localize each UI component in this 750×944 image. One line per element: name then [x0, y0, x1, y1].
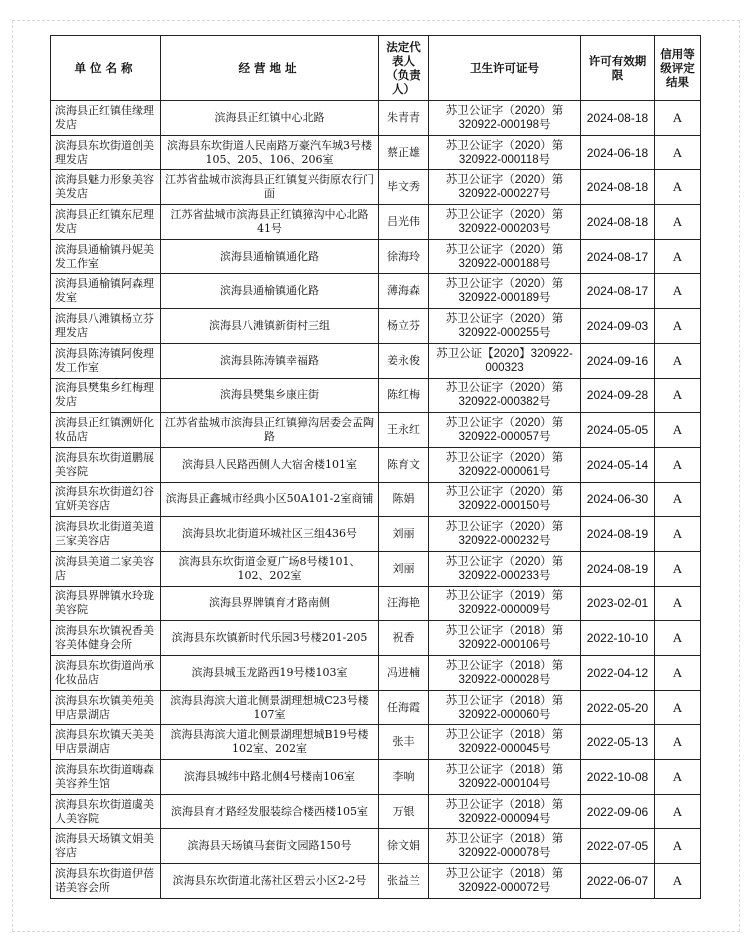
- table-row: [51, 760, 701, 795]
- cell-name: 滨海县东坎街道伊蓓诺美容会所: [51, 864, 161, 899]
- cell-grade: A: [655, 447, 701, 482]
- cell-license: 苏卫公证字（2018）第320922-000028号: [429, 656, 581, 691]
- cell-license: 苏卫公证字（2018）第320922-000094号: [429, 794, 581, 829]
- cell-name: 滨海县正红镇东尼理发店: [51, 205, 161, 240]
- cell-date: 2024-08-17: [581, 239, 655, 274]
- cell-grade: A: [655, 309, 701, 344]
- cell-rep: 万银: [379, 794, 429, 829]
- cell-name: 滨海县东坎镇美苑美甲店景湖店: [51, 690, 161, 725]
- cell-name: 滨海县陈涛镇阿俊理发工作室: [51, 343, 161, 378]
- table-row: [51, 170, 701, 205]
- cell-grade: A: [655, 621, 701, 656]
- cell-address: 滨海县正鑫城市经典小区50A101-2室商铺: [161, 482, 379, 517]
- cell-address: 江苏省盐城市滨海县正红镇獐沟中心北路41号: [161, 205, 379, 240]
- cell-rep: 李响: [379, 760, 429, 795]
- cell-date: 2022-05-20: [581, 690, 655, 725]
- cell-name: 滨海县坎北街道美道三家美容店: [51, 517, 161, 552]
- cell-license: 苏卫公证字（2020）第320922-000189号: [429, 274, 581, 309]
- cell-rep: 姜永俊: [379, 343, 429, 378]
- cell-date: 2024-09-16: [581, 343, 655, 378]
- cell-rep: 朱青青: [379, 101, 429, 136]
- cell-address: 江苏省盐城市滨海县正红镇复兴街原农行门面: [161, 170, 379, 205]
- cell-license: 苏卫公证字（2020）第320922-000118号: [429, 135, 581, 170]
- cell-license: 苏卫公证字（2020）第320922-000188号: [429, 239, 581, 274]
- cell-license: 苏卫公证【2020】320922-000323: [429, 343, 581, 378]
- cell-grade: A: [655, 274, 701, 309]
- table-row: [51, 621, 701, 656]
- cell-license: 苏卫公证字（2020）第320922-000061号: [429, 447, 581, 482]
- cell-address: 滨海县通榆镇通化路: [161, 239, 379, 274]
- cell-grade: A: [655, 586, 701, 621]
- cell-name: 滨海县正红镇溯妍化妆品店: [51, 413, 161, 448]
- cell-address: 滨海县天场镇马套街文园路150号: [161, 829, 379, 864]
- cell-name: 滨海县魅力形象美容美发店: [51, 170, 161, 205]
- cell-date: 2024-05-14: [581, 447, 655, 482]
- table-row: [51, 378, 701, 413]
- cell-date: 2022-05-13: [581, 725, 655, 760]
- cell-name: 滨海县东坎街道尚承化妆品店: [51, 656, 161, 691]
- cell-address: 滨海县东坎镇新时代乐园3号楼201-205: [161, 621, 379, 656]
- cell-license: 苏卫公证字（2018）第320922-000078号: [429, 829, 581, 864]
- cell-address: 滨海县通榆镇通化路: [161, 274, 379, 309]
- cell-rep: 陈红梅: [379, 378, 429, 413]
- cell-name: 滨海县八滩镇杨立芬理发店: [51, 309, 161, 344]
- table-row: [51, 829, 701, 864]
- cell-date: 2023-02-01: [581, 586, 655, 621]
- cell-name: 滨海县正红镇佳缘理发店: [51, 101, 161, 136]
- cell-license: 苏卫公证字（2020）第320922-000233号: [429, 551, 581, 586]
- table-row: [51, 656, 701, 691]
- table-row: [51, 482, 701, 517]
- cell-rep: 毕文秀: [379, 170, 429, 205]
- cell-license: 苏卫公证字（2018）第320922-000106号: [429, 621, 581, 656]
- table-row: [51, 447, 701, 482]
- cell-grade: A: [655, 864, 701, 899]
- table-row: [51, 725, 701, 760]
- cell-name: 滨海县东坎镇天美美甲店景湖店: [51, 725, 161, 760]
- cell-address: 滨海县海滨大道北侧景湖理想城C23号楼107室: [161, 690, 379, 725]
- cell-grade: A: [655, 205, 701, 240]
- cell-rep: 张益兰: [379, 864, 429, 899]
- cell-name: 滨海县天场镇文娟美容店: [51, 829, 161, 864]
- cell-license: 苏卫公证字（2018）第320922-000104号: [429, 760, 581, 795]
- header-license: 卫生许可证号: [429, 36, 581, 101]
- cell-rep: 徐文娟: [379, 829, 429, 864]
- header-name: 单位名称: [51, 36, 161, 101]
- table-body: [51, 101, 701, 899]
- table-row: [51, 135, 701, 170]
- cell-date: 2024-06-18: [581, 135, 655, 170]
- cell-grade: A: [655, 101, 701, 136]
- cell-date: 2022-07-05: [581, 829, 655, 864]
- cell-grade: A: [655, 378, 701, 413]
- cell-name: 滨海县东坎街道幻谷宜妍美容店: [51, 482, 161, 517]
- cell-grade: A: [655, 482, 701, 517]
- cell-address: 滨海县城玉龙路西19号楼103室: [161, 656, 379, 691]
- table-row: [51, 517, 701, 552]
- cell-address: 滨海县陈涛镇幸福路: [161, 343, 379, 378]
- cell-grade: A: [655, 343, 701, 378]
- cell-name: 滨海县东坎街道创美理发店: [51, 135, 161, 170]
- cell-date: 2022-06-07: [581, 864, 655, 899]
- cell-address: 滨海县东坎街道人民南路万豪汽车城3号楼105、205、106、206室: [161, 135, 379, 170]
- table-row: [51, 586, 701, 621]
- cell-name: 滨海县通榆镇阿森理发室: [51, 274, 161, 309]
- table-row: [51, 274, 701, 309]
- cell-rep: 王永红: [379, 413, 429, 448]
- cell-grade: A: [655, 794, 701, 829]
- cell-license: 苏卫公证字（2020）第320922-000203号: [429, 205, 581, 240]
- cell-rep: 蔡正雄: [379, 135, 429, 170]
- cell-date: 2024-06-30: [581, 482, 655, 517]
- cell-name: 滨海县通榆镇丹妮美发工作室: [51, 239, 161, 274]
- cell-grade: A: [655, 135, 701, 170]
- cell-name: 滨海县樊集乡红梅理发店: [51, 378, 161, 413]
- cell-date: 2022-10-08: [581, 760, 655, 795]
- cell-address: 滨海县东坎街道北荡社区碧云小区2-2号: [161, 864, 379, 899]
- cell-date: 2024-08-19: [581, 517, 655, 552]
- cell-grade: A: [655, 656, 701, 691]
- cell-date: 2024-09-03: [581, 309, 655, 344]
- cell-date: 2022-10-10: [581, 621, 655, 656]
- cell-address: 滨海县海滨大道北侧景湖理想城B19号楼102室、202室: [161, 725, 379, 760]
- cell-address: 滨海县人民路西侧人大宿舍楼101室: [161, 447, 379, 482]
- cell-rep: 徐海玲: [379, 239, 429, 274]
- table-row: [51, 309, 701, 344]
- table-row: [51, 101, 701, 136]
- table-row: [51, 343, 701, 378]
- cell-grade: A: [655, 517, 701, 552]
- cell-rep: 张丰: [379, 725, 429, 760]
- header-row: [51, 36, 701, 101]
- table-row: [51, 794, 701, 829]
- cell-date: 2022-09-06: [581, 794, 655, 829]
- cell-date: 2024-08-18: [581, 205, 655, 240]
- table-row: [51, 205, 701, 240]
- cell-address: 滨海县育才路经发服装综合楼西楼105室: [161, 794, 379, 829]
- cell-rep: 吕光伟: [379, 205, 429, 240]
- cell-address: 滨海县坎北街道环城社区三组436号: [161, 517, 379, 552]
- cell-rep: 刘丽: [379, 551, 429, 586]
- cell-grade: A: [655, 760, 701, 795]
- cell-grade: A: [655, 551, 701, 586]
- cell-rep: 祝香: [379, 621, 429, 656]
- cell-license: 苏卫公证字（2019）第320922-000009号: [429, 586, 581, 621]
- license-table: [50, 35, 701, 899]
- cell-date: 2024-08-18: [581, 101, 655, 136]
- cell-rep: 任海霞: [379, 690, 429, 725]
- cell-grade: A: [655, 829, 701, 864]
- header-grade: 信用等级评定结果: [655, 36, 701, 101]
- cell-grade: A: [655, 725, 701, 760]
- table-row: [51, 413, 701, 448]
- cell-license: 苏卫公证字（2020）第320922-000255号: [429, 309, 581, 344]
- cell-name: 滨海县东坎街道嗨森美容养生馆: [51, 760, 161, 795]
- cell-grade: A: [655, 239, 701, 274]
- cell-rep: 冯进楠: [379, 656, 429, 691]
- cell-date: 2024-05-05: [581, 413, 655, 448]
- cell-rep: 汪海艳: [379, 586, 429, 621]
- cell-address: 滨海县东坎街道金夏广场8号楼101、102、202室: [161, 551, 379, 586]
- cell-license: 苏卫公证字（2020）第320922-000382号: [429, 378, 581, 413]
- cell-name: 滨海县东坎街道虞美人美容院: [51, 794, 161, 829]
- cell-date: 2024-08-18: [581, 170, 655, 205]
- table-row: [51, 551, 701, 586]
- header-address: 经营地址: [161, 36, 379, 101]
- cell-address: 滨海县樊集乡康庄街: [161, 378, 379, 413]
- cell-rep: 刘丽: [379, 517, 429, 552]
- cell-rep: 薄海森: [379, 274, 429, 309]
- cell-license: 苏卫公证字（2020）第320922-000232号: [429, 517, 581, 552]
- table-row: [51, 690, 701, 725]
- cell-license: 苏卫公证字（2018）第320922-000045号: [429, 725, 581, 760]
- cell-address: 江苏省盐城市滨海县正红镇獐沟居委会孟陶路: [161, 413, 379, 448]
- cell-address: 滨海县正红镇中心北路: [161, 101, 379, 136]
- cell-license: 苏卫公证字（2018）第320922-000060号: [429, 690, 581, 725]
- table-row: [51, 239, 701, 274]
- cell-rep: 陈育文: [379, 447, 429, 482]
- cell-rep: 杨立芬: [379, 309, 429, 344]
- cell-license: 苏卫公证字（2020）第320922-000150号: [429, 482, 581, 517]
- cell-name: 滨海县美道二家美容店: [51, 551, 161, 586]
- cell-grade: A: [655, 690, 701, 725]
- header-validity: 许可有效期限: [581, 36, 655, 101]
- cell-license: 苏卫公证字（2018）第320922-000072号: [429, 864, 581, 899]
- cell-license: 苏卫公证字（2020）第320922-000057号: [429, 413, 581, 448]
- cell-license: 苏卫公证字（2020）第320922-000227号: [429, 170, 581, 205]
- cell-license: 苏卫公证字（2020）第320922-000198号: [429, 101, 581, 136]
- cell-address: 滨海县城纬中路北侧4号楼南106室: [161, 760, 379, 795]
- cell-address: 滨海县八滩镇新街村三组: [161, 309, 379, 344]
- cell-date: 2024-08-19: [581, 551, 655, 586]
- cell-name: 滨海县东坎镇祝香美容美体健身会所: [51, 621, 161, 656]
- table-row: [51, 864, 701, 899]
- cell-grade: A: [655, 413, 701, 448]
- cell-name: 滨海县界牌镇水玲珑美容院: [51, 586, 161, 621]
- cell-grade: A: [655, 170, 701, 205]
- header-rep: 法定代表人（负责人）: [379, 36, 429, 101]
- cell-date: 2022-04-12: [581, 656, 655, 691]
- cell-date: 2024-08-17: [581, 274, 655, 309]
- cell-rep: 陈娟: [379, 482, 429, 517]
- cell-name: 滨海县东坎街道鹏展美容院: [51, 447, 161, 482]
- cell-date: 2024-09-28: [581, 378, 655, 413]
- cell-address: 滨海县界牌镇育才路南侧: [161, 586, 379, 621]
